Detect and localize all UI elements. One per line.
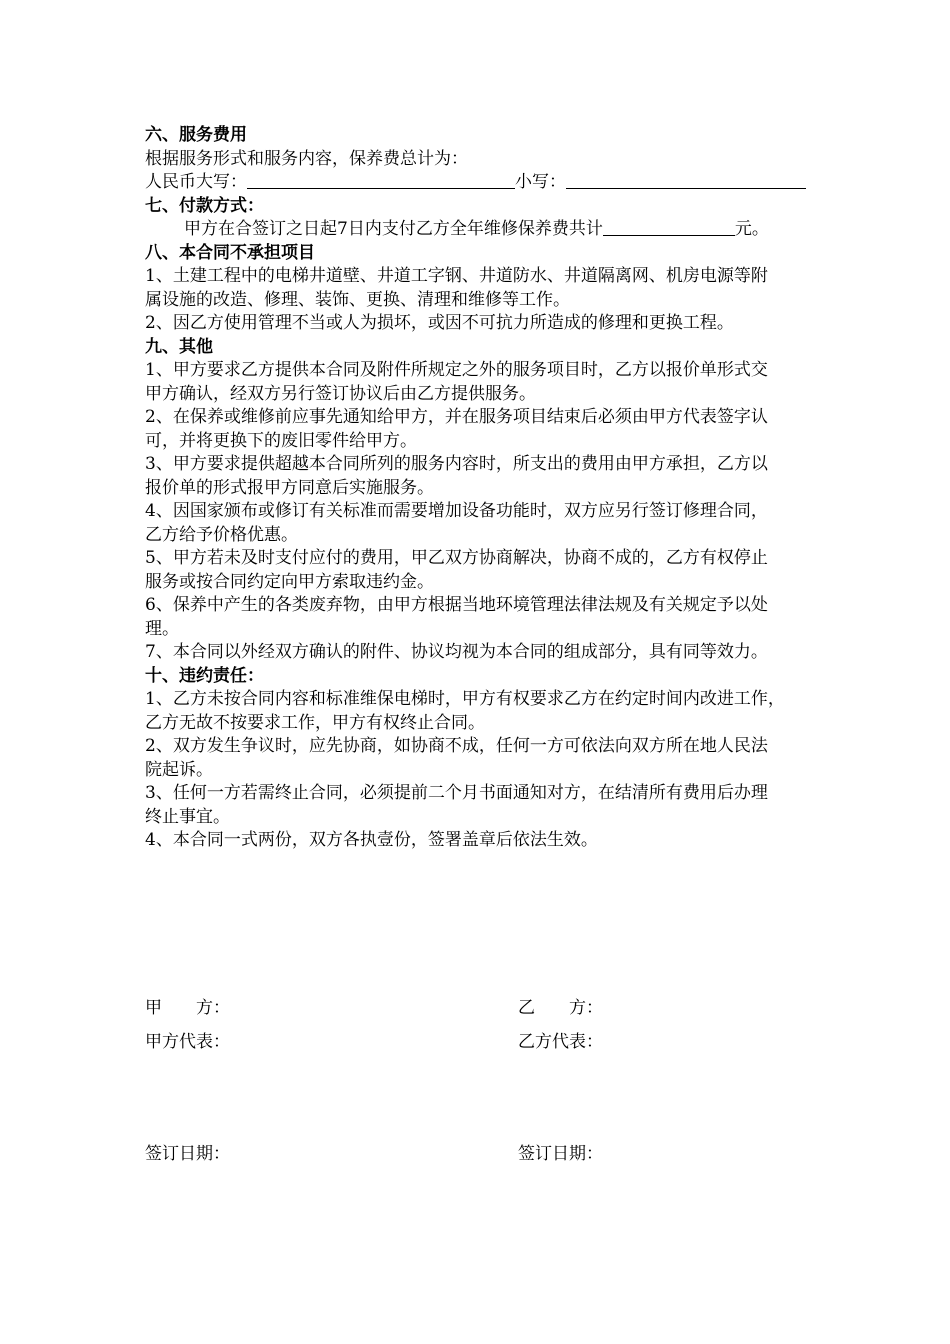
- section-9-line: 6、保养中产生的各类废弃物，由甲方根据当地环境管理法律法规及有关规定予以处: [145, 595, 768, 615]
- section-9-line: 理。: [145, 618, 179, 639]
- section-10-line: 终止事宜。: [145, 806, 230, 827]
- section-10-line: 1、乙方未按合同内容和标准维保电梯时，甲方有权要求乙方在约定时间内改进工作，: [145, 689, 785, 709]
- section-8-line: 1、土建工程中的电梯井道壁、井道工字钢、井道防水、井道隔离网、机房电源等附: [145, 266, 768, 286]
- rmb-upper-blank: [247, 172, 515, 189]
- section-8-heading: 八、本合同不承担项目: [145, 242, 315, 263]
- section-10-line: 2、双方发生争议时，应先协商，如协商不成，任何一方可依法向双方所在地人民法: [145, 736, 768, 756]
- fee-amount-line: [145, 171, 857, 195]
- section-10-line: 院起诉。: [145, 759, 213, 780]
- section-6-text: 根据服务形式和服务内容，保养费总计为：: [145, 148, 468, 169]
- payment-line: [145, 218, 857, 242]
- rmb-lower-label: 小写：: [515, 172, 566, 192]
- payment-unit: 元。: [734, 219, 769, 239]
- section-10-heading: 十、违约责任：: [145, 665, 264, 686]
- section-9-heading: 九、其他: [145, 336, 213, 357]
- contract-page: [145, 124, 857, 853]
- party-b-date-label: 签订日期：: [518, 1144, 603, 1164]
- party-b-label: 乙 方：: [518, 998, 603, 1018]
- section-9-line: 报价单的形式报甲方同意后实施服务。: [145, 477, 434, 498]
- section-9-line: 甲方确认，经双方另行签订协议后由乙方提供服务。: [145, 383, 536, 404]
- section-10-line: 乙方无故不按要求工作，甲方有权终止合同。: [145, 712, 485, 733]
- section-9-line: 7、本合同以外经双方确认的附件、协议均视为本合同的组成部分，具有同等效力。: [145, 642, 768, 662]
- rmb-upper-label: 人民币大写：: [145, 172, 247, 192]
- payment-text: 甲方在合签订之日起7日内支付乙方全年维修保养费共计: [184, 219, 603, 239]
- section-9-line: 乙方给予价格优惠。: [145, 524, 298, 545]
- section-8-line: 2、因乙方使用管理不当或人为损坏，或因不可抗力所造成的修理和更换工程。: [145, 313, 734, 333]
- party-a-rep-label: 甲方代表：: [145, 1032, 230, 1052]
- section-9-line: 4、因国家颁布或修订有关标准而需要增加设备功能时，双方应另行签订修理合同，: [145, 501, 768, 521]
- party-b-rep-label: 乙方代表：: [518, 1032, 603, 1052]
- section-9-line: 5、甲方若未及时支付应付的费用，甲乙双方协商解决，协商不成的，乙方有权停止: [145, 548, 768, 568]
- payment-amount-blank: [603, 219, 735, 236]
- section-9-line: 可，并将更换下的废旧零件给甲方。: [145, 430, 417, 451]
- section-7-heading: 七、付款方式：: [145, 195, 264, 216]
- section-9-line: 服务或按合同约定向甲方索取违约金。: [145, 571, 434, 592]
- section-9-line: 2、在保养或维修前应事先通知给甲方，并在服务项目结束后必须由甲方代表签字认: [145, 407, 768, 427]
- party-a-label: 甲 方：: [145, 998, 230, 1018]
- section-9-line: 3、甲方要求提供超越本合同所列的服务内容时，所支出的费用由甲方承担，乙方以: [145, 454, 768, 474]
- party-a-date-label: 签订日期：: [145, 1144, 230, 1164]
- rmb-lower-blank: [566, 172, 806, 189]
- section-10-line: 4、本合同一式两份，双方各执壹份，签署盖章后依法生效。: [145, 830, 598, 850]
- section-6-heading: 六、服务费用: [145, 125, 247, 145]
- section-8-line: 属设施的改造、修理、装饰、更换、清理和维修等工作。: [145, 289, 570, 310]
- section-10-line: 3、任何一方若需终止合同，必须提前二个月书面通知对方，在结清所有费用后办理: [145, 783, 768, 803]
- section-9-line: 1、甲方要求乙方提供本合同及附件所规定之外的服务项目时，乙方以报价单形式交: [145, 360, 768, 380]
